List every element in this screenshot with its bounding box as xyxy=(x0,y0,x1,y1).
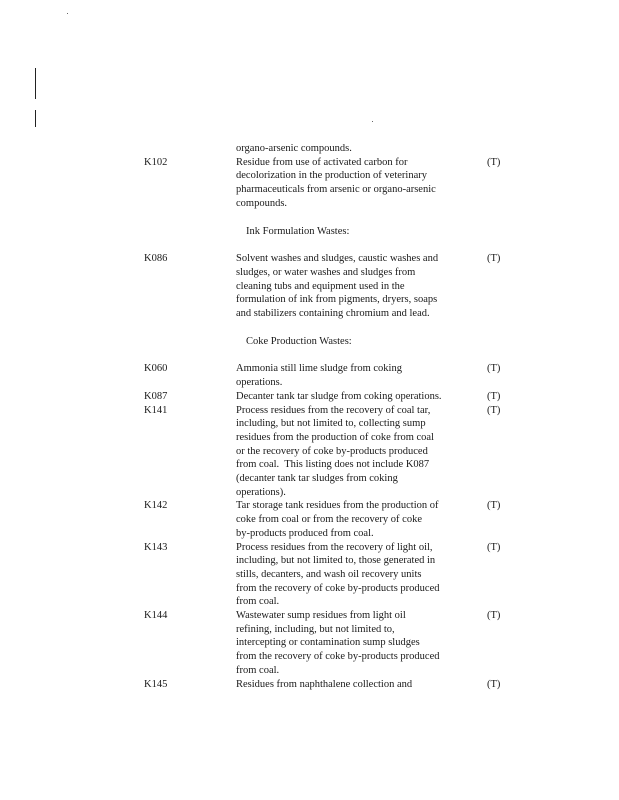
hazard-code: (T) xyxy=(487,404,501,416)
hazard-code: (T) xyxy=(487,500,501,512)
waste-description-line: Decanter tank tar sludge from coking operations. xyxy=(236,390,442,402)
waste-description-line: refining, including, but not limited to, xyxy=(236,623,395,635)
waste-description-line: decolorization in the production of veterinary xyxy=(236,170,427,182)
waste-description-line: from the recovery of coke by-products produced xyxy=(236,651,440,663)
hazard-code: (T) xyxy=(487,678,501,690)
waste-description-line: Ammonia still lime sludge from coking xyxy=(236,363,402,375)
waste-description-line: Residue from use of activated carbon for xyxy=(236,156,408,168)
waste-description-line: residues from the production of coke from coal xyxy=(236,431,434,443)
scan-speck xyxy=(67,13,68,14)
waste-description-line: from coal. This listing does not include K087 xyxy=(236,459,430,471)
hazard-code: (T) xyxy=(487,390,501,402)
change-bar xyxy=(35,110,36,127)
waste-description-line: from the recovery of coke by-products produced xyxy=(236,582,440,594)
waste-description-line: from coal. xyxy=(236,596,280,608)
waste-description-line: formulation of ink from pigments, dryers, soaps xyxy=(236,294,438,306)
waste-code: K102 xyxy=(144,156,168,168)
waste-description-line: Tar storage tank residues from the production of xyxy=(236,500,439,512)
waste-description-line: Residues from naphthalene collection and xyxy=(236,678,413,690)
waste-description-line: coke from coal or from the recovery of coke xyxy=(236,514,422,526)
hazard-code: (T) xyxy=(487,253,501,265)
waste-description-line: Solvent washes and sludges, caustic washes and xyxy=(236,253,439,265)
waste-description-line: including, but not limited to, those generated in xyxy=(236,555,436,567)
waste-description-line: including, but not limited to, collecting sump xyxy=(236,418,426,430)
change-bar xyxy=(35,68,36,99)
waste-code: K086 xyxy=(144,253,168,265)
waste-description-line: cleaning tubs and equipment used in the xyxy=(236,280,405,292)
waste-description-line: operations. xyxy=(236,377,283,389)
waste-code: K145 xyxy=(144,678,168,690)
waste-code: K144 xyxy=(144,610,168,621)
hazard-code: (T) xyxy=(487,363,501,375)
scan-speck xyxy=(372,121,373,122)
section-heading: Ink Formulation Wastes: xyxy=(246,225,350,237)
waste-description-line: pharmaceuticals from arsenic or organo-arsenic xyxy=(236,184,436,196)
waste-description-line: stills, decanters, and wash oil recovery units xyxy=(236,568,422,580)
waste-description-line: compounds. xyxy=(236,197,288,209)
waste-code: K060 xyxy=(144,363,168,375)
hazard-code: (T) xyxy=(487,541,501,553)
waste-code: K087 xyxy=(144,390,168,402)
waste-description-line: intercepting or contamination sump sludges xyxy=(236,637,420,649)
waste-description-line: Process residues from the recovery of light oil, xyxy=(236,541,433,553)
waste-description-line: and stabilizers containing chromium and lead. xyxy=(236,308,430,319)
waste-description-line: by-products produced from coal. xyxy=(236,527,374,539)
waste-description-line: or the recovery of coke by-products produced xyxy=(236,445,428,457)
waste-description-line: operations). xyxy=(236,486,286,498)
waste-code: K142 xyxy=(144,500,168,512)
section-heading: Coke Production Wastes: xyxy=(246,335,352,347)
waste-description-line: Wastewater sump residues from light oil xyxy=(236,610,406,621)
waste-code: K141 xyxy=(144,404,168,416)
waste-code: K143 xyxy=(144,541,168,553)
hazard-code: (T) xyxy=(487,156,501,168)
waste-description-line: sludges, or water washes and sludges from xyxy=(236,266,416,278)
hazard-code: (T) xyxy=(487,610,501,621)
waste-description-line: Process residues from the recovery of coal tar, xyxy=(236,404,431,416)
waste-description-line: from coal. xyxy=(236,664,280,676)
waste-description-line: (decanter tank tar sludges from coking xyxy=(236,473,398,484)
lead-text: organo-arsenic compounds. xyxy=(236,143,352,154)
